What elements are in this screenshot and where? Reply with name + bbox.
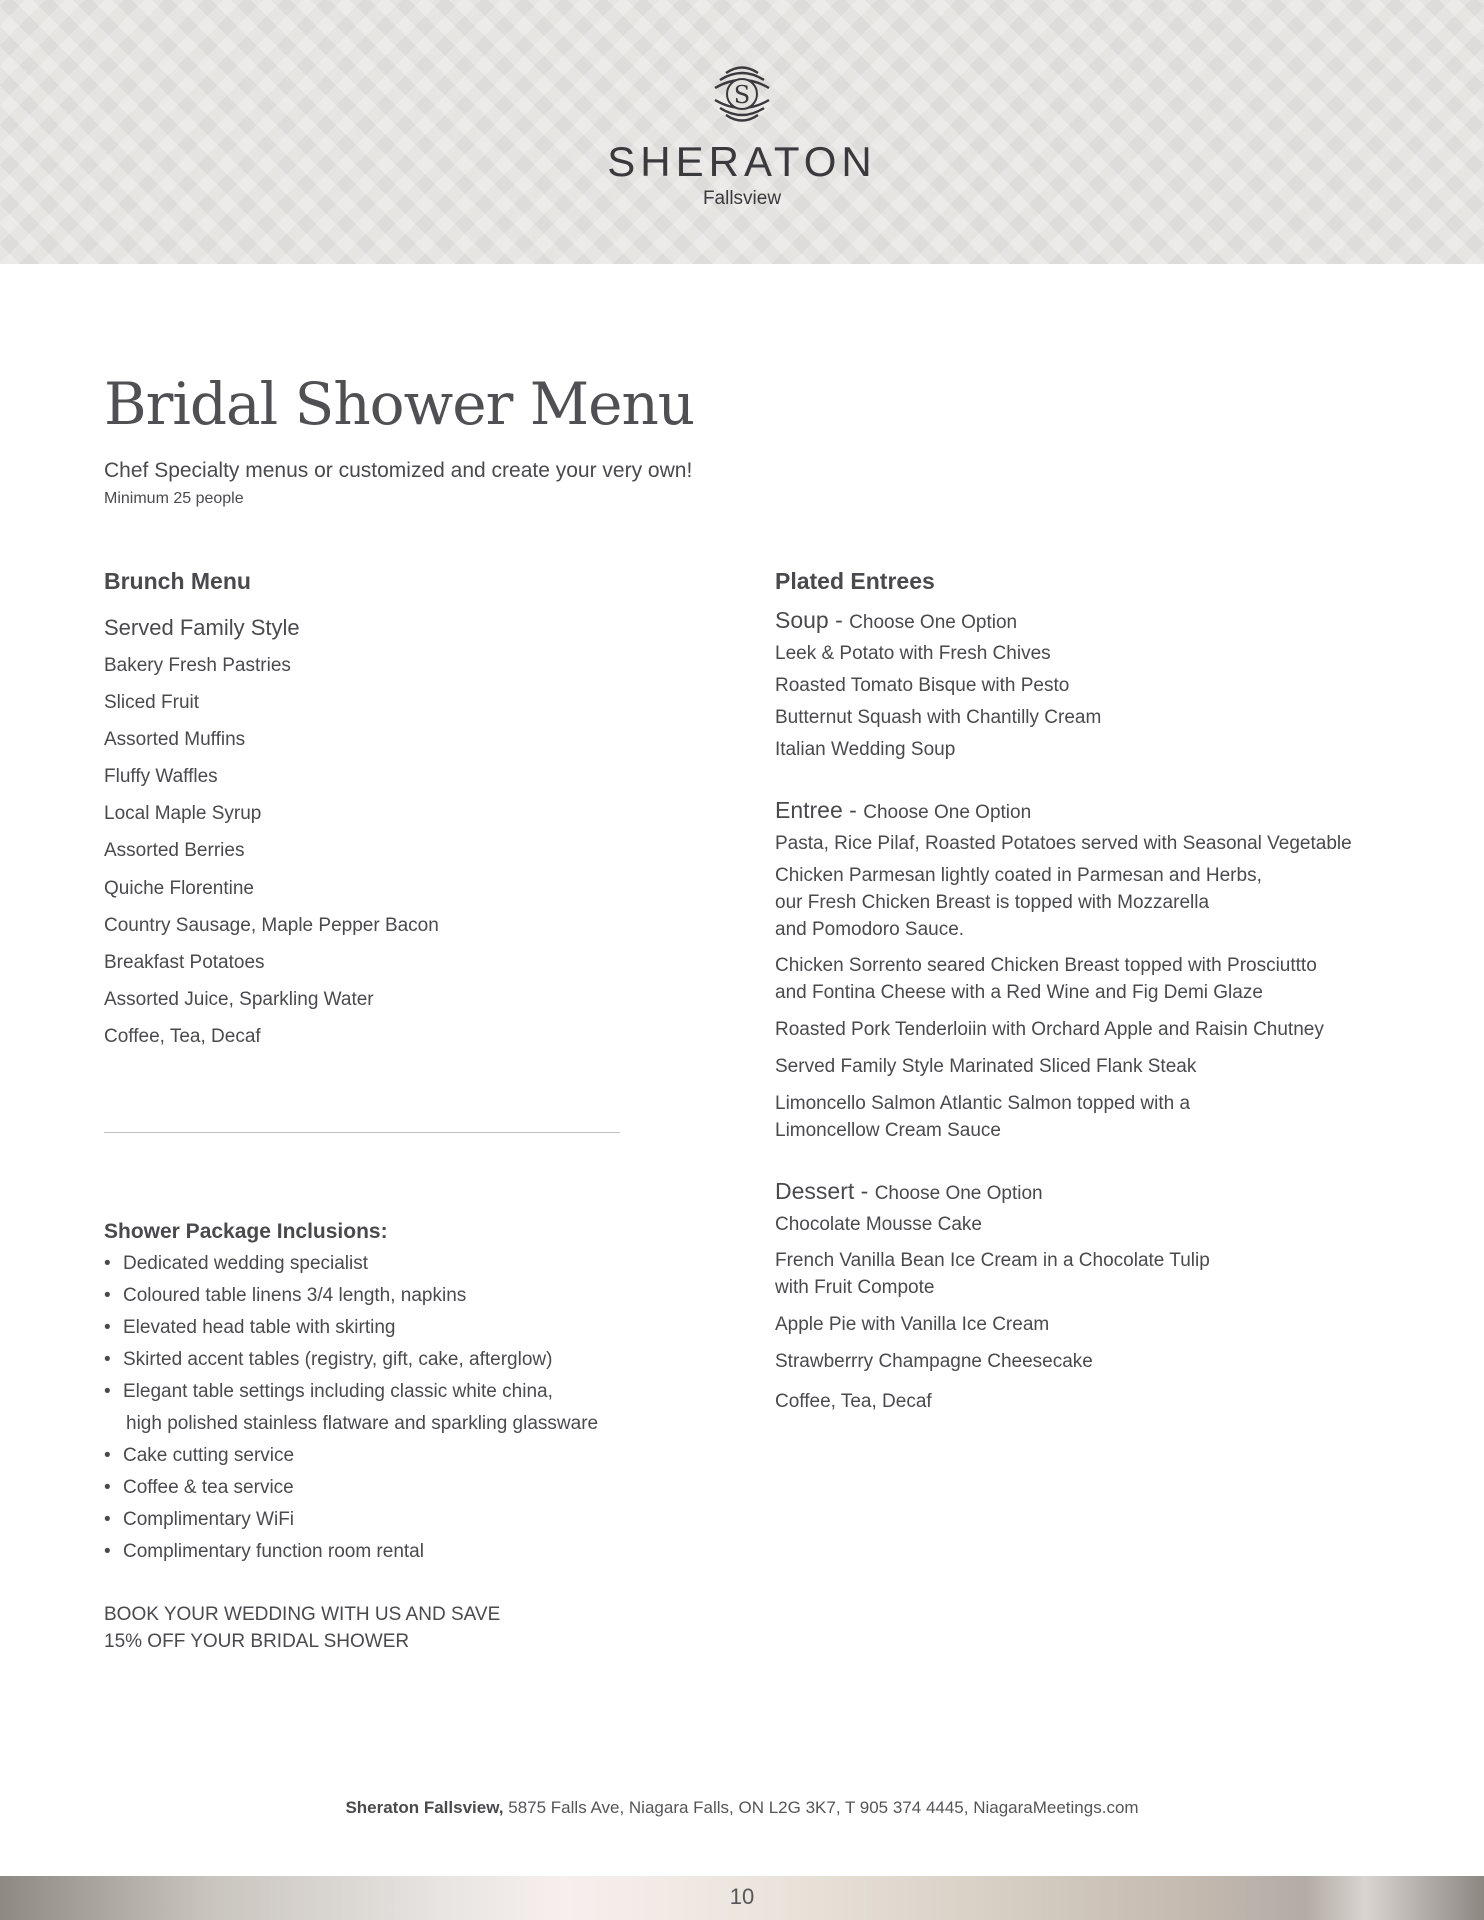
entree-heading <box>775 795 1395 828</box>
dessert-hint: Choose One Option <box>874 1183 1043 1204</box>
list-item: Butternut Squash with Chantilly Cream <box>775 707 1102 728</box>
list-item: Quiche Florentine <box>104 877 254 899</box>
list-item-line: Limoncello Salmon Atlantic Salmon topped with a <box>775 1093 1191 1114</box>
list-item: Assorted Juice, Sparkling Water <box>104 988 374 1010</box>
list-item: Apple Pie with Vanilla Ice Cream <box>775 1314 1050 1335</box>
list-item: • Coffee & tea service <box>104 1472 664 1504</box>
plated-heading: Plated Entrees <box>775 568 935 594</box>
dessert-heading <box>775 1176 1395 1209</box>
dessert-label: Dessert - <box>775 1178 875 1204</box>
list-item-line: Chicken Sorrento seared Chicken Breast topped with Prosciuttto <box>775 955 1317 976</box>
list-item: Local Maple Syrup <box>104 803 262 825</box>
list-item <box>104 1376 664 1440</box>
list-item: Assorted Berries <box>104 840 245 862</box>
list-item-line: Chicken Parmesan lightly coated in Parmesan and Herbs, <box>775 865 1262 886</box>
section-divider <box>104 1132 620 1133</box>
list-item-line: high polished stainless flatware and sparkling glassware <box>126 1413 599 1434</box>
promo-line: BOOK YOUR WEDDING WITH US AND SAVE <box>104 1604 501 1625</box>
soup-hint: Choose One Option <box>849 612 1018 633</box>
list-item-line: French Vanilla Bean Ice Cream in a Chocolate Tulip <box>775 1250 1210 1271</box>
page-title: Bridal Shower Menu <box>104 370 695 438</box>
list-item-line: Limoncellow Cream Sauce <box>775 1120 1001 1141</box>
svg-text:S: S <box>733 81 751 109</box>
list-item: Coffee, Tea, Decaf <box>104 1025 261 1047</box>
list-item: Sliced Fruit <box>104 692 200 714</box>
brand-location: Fallsview <box>702 188 782 209</box>
list-item: Bakery Fresh Pastries <box>104 655 291 676</box>
list-item: Italian Wedding Soup <box>775 739 956 760</box>
list-item: • Coloured table linens 3/4 length, napkins <box>104 1280 664 1312</box>
entree-hint: Choose One Option <box>863 802 1032 823</box>
list-item: • Elevated head table with skirting <box>104 1312 664 1344</box>
inclusions-section <box>104 1220 664 1568</box>
list-item: • Complimentary function room rental <box>104 1536 664 1568</box>
brunch-heading: Brunch Menu <box>104 568 251 594</box>
entree-label: Entree - <box>775 797 864 823</box>
list-item <box>775 1247 1395 1301</box>
brand-name: SHERATON <box>607 138 877 185</box>
list-item: Assorted Muffins <box>104 729 246 751</box>
soup-heading <box>775 605 1395 638</box>
list-item <box>775 952 1395 1006</box>
promo-line: 15% OFF YOUR BRIDAL SHOWER <box>104 1631 410 1652</box>
list-item: Coffee, Tea, Decaf <box>775 1391 932 1412</box>
list-item: Roasted Tomato Bisque with Pesto <box>775 675 1070 696</box>
soup-label: Soup - <box>775 607 850 633</box>
header-banner <box>0 0 1484 264</box>
list-item: Strawberrry Champagne Cheesecake <box>775 1351 1093 1372</box>
list-item-line: our Fresh Chicken Breast is topped with Mozzarella <box>775 892 1210 913</box>
list-item <box>775 862 1395 943</box>
inclusions-heading: Shower Package Inclusions: <box>104 1220 388 1243</box>
page-number: 10 <box>729 1884 755 1909</box>
list-item-line: Elegant table settings including classic white china, <box>123 1381 553 1402</box>
footer-hotel-name: Sheraton Fallsview, <box>345 1798 504 1817</box>
list-item: • Complimentary WiFi <box>104 1504 664 1536</box>
footer-contact-details: 5875 Falls Ave, Niagara Falls, ON L2G 3K7, T 905 374 4445, NiagaraMeetings.com <box>503 1798 1139 1817</box>
brunch-subheading: Served Family Style <box>104 615 300 640</box>
brunch-menu-section <box>104 568 624 1055</box>
list-item: Country Sausage, Maple Pepper Bacon <box>104 914 439 936</box>
sheraton-s-emblem-icon <box>706 58 778 130</box>
minimum-guests-note: Minimum 25 people <box>104 490 244 507</box>
list-item: • Cake cutting service <box>104 1440 664 1472</box>
list-item: Fluffy Waffles <box>104 766 218 788</box>
list-item <box>775 1090 1395 1144</box>
list-item-line: with Fruit Compote <box>775 1277 935 1298</box>
list-item-line: and Pomodoro Sauce. <box>775 919 965 940</box>
brunch-items <box>104 647 624 1055</box>
list-item: Roasted Pork Tenderloiin with Orchard Apple and Raisin Chutney <box>775 1019 1324 1040</box>
list-item: Served Family Style Marinated Sliced Flank Steak <box>775 1056 1197 1077</box>
page-subtitle: Chef Specialty menus or customized and create your very own! <box>104 459 693 482</box>
inclusions-list <box>104 1248 664 1568</box>
list-item: • Dedicated wedding specialist <box>104 1248 664 1280</box>
list-item: Pasta, Rice Pilaf, Roasted Potatoes served with Seasonal Vegetable <box>775 833 1352 854</box>
list-item: Breakfast Potatoes <box>104 951 265 973</box>
footer-address <box>0 1798 1484 1818</box>
list-item: • Skirted accent tables (registry, gift, cake, afterglow) <box>104 1344 664 1376</box>
list-item: Leek & Potato with Fresh Chives <box>775 643 1051 664</box>
list-item: Chocolate Mousse Cake <box>775 1214 982 1235</box>
list-item-line: and Fontina Cheese with a Red Wine and Fig Demi Glaze <box>775 982 1263 1003</box>
plated-entrees-section <box>775 568 1395 1415</box>
promo-note <box>104 1601 500 1655</box>
